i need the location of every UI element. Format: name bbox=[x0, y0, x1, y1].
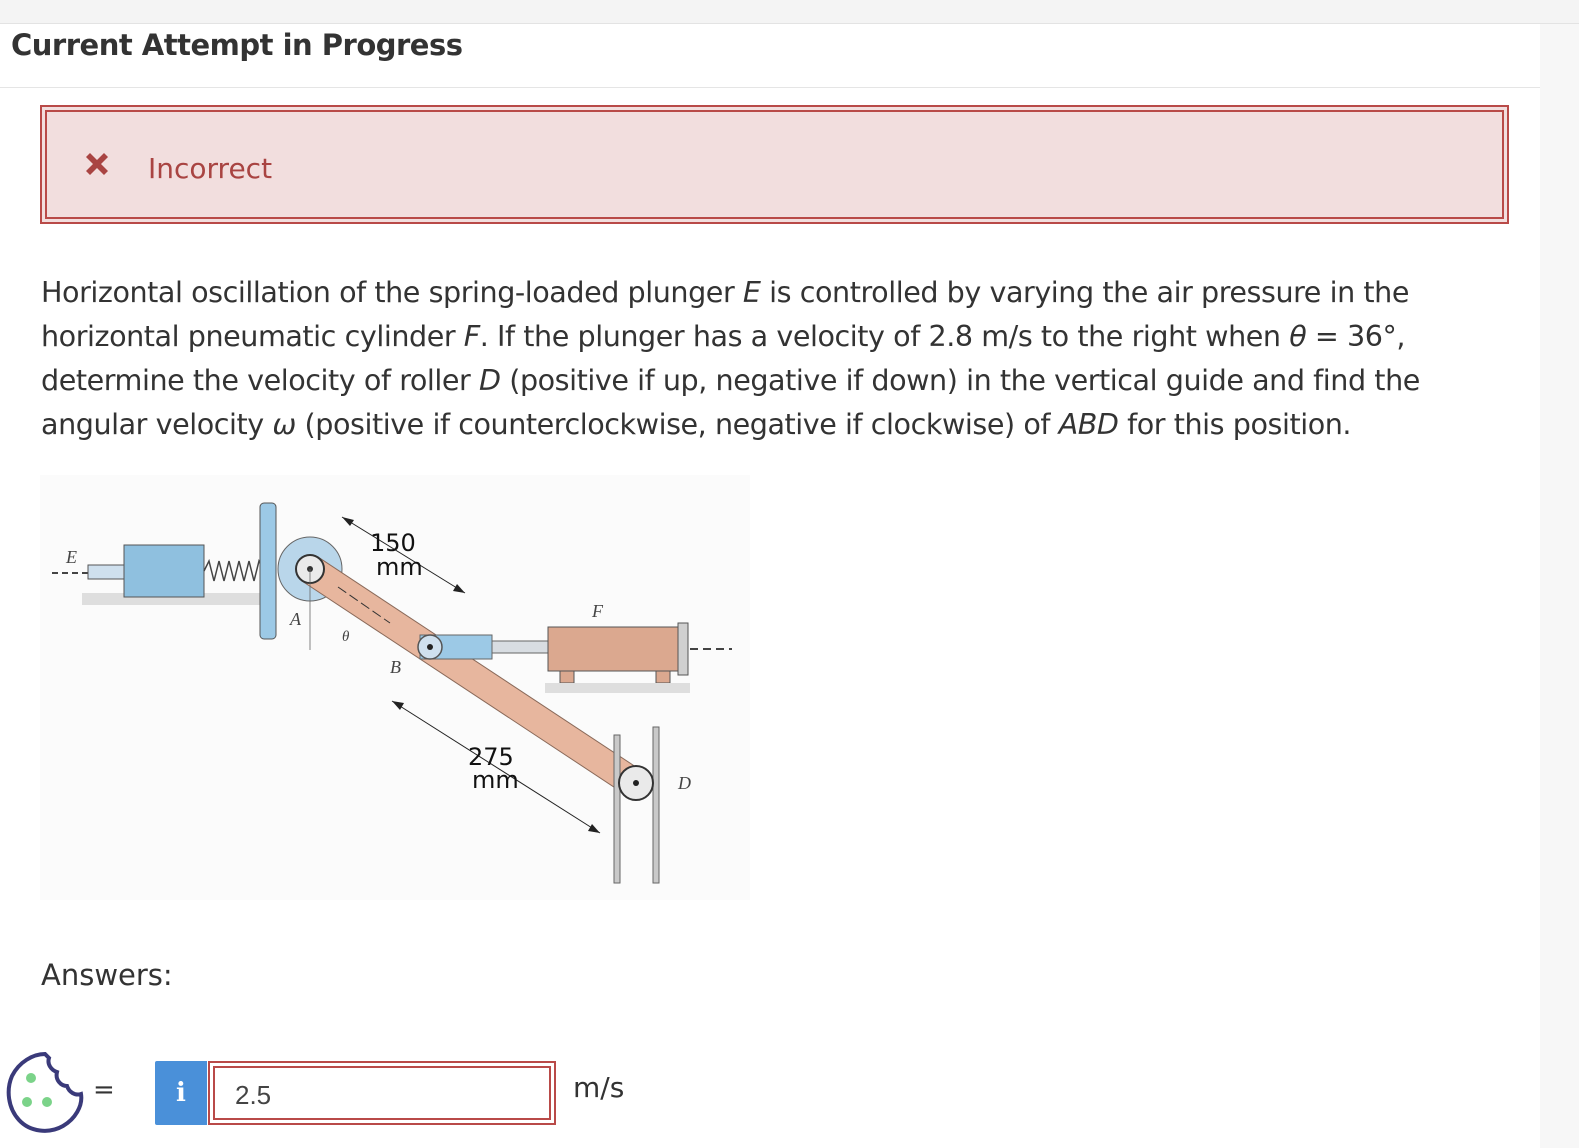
answer-unit: m/s bbox=[573, 1071, 625, 1104]
question-part: . If the plunger has a velocity of 2.8 m/s to the right when bbox=[479, 319, 1290, 353]
question-part: = 36°, determine the velocity of roller bbox=[41, 319, 1406, 397]
attempt-header bbox=[0, 24, 1540, 88]
symbol-E: E bbox=[742, 275, 761, 309]
cylinder-foot-left bbox=[560, 671, 574, 683]
dim2-unit: mm bbox=[472, 766, 519, 794]
cylinder-rod bbox=[492, 641, 550, 653]
cylinder-cap bbox=[678, 623, 688, 675]
label-A: A bbox=[290, 609, 301, 629]
symbol-D: D bbox=[479, 363, 501, 397]
label-D: D bbox=[678, 773, 691, 793]
question-part: is controlled by varying the air pressure in the horizontal pneumatic cylinder bbox=[41, 275, 1409, 353]
cookie-icon[interactable] bbox=[3, 1050, 87, 1134]
question-text bbox=[41, 270, 1521, 446]
question-part: (positive if up, negative if down) in the vertical guide and find the angular velocity bbox=[41, 363, 1420, 441]
plunger-body bbox=[124, 545, 204, 597]
dimension-arrow bbox=[588, 824, 600, 833]
symbol-theta: θ bbox=[1289, 319, 1307, 353]
cylinder-F bbox=[548, 627, 686, 671]
info-button[interactable]: i bbox=[155, 1061, 207, 1125]
roller-D-center bbox=[633, 780, 639, 786]
question-part: Horizontal oscillation of the spring-loaded plunger bbox=[41, 275, 743, 309]
answer-input[interactable]: 2.5 bbox=[213, 1066, 551, 1120]
label-theta: θ bbox=[342, 629, 350, 645]
mechanism-diagram bbox=[40, 475, 750, 900]
symbol-omega: ω bbox=[272, 407, 296, 441]
feedback-status: Incorrect bbox=[148, 152, 273, 185]
cylinder-base bbox=[545, 683, 690, 693]
label-B: B bbox=[390, 657, 401, 677]
right-edge bbox=[1540, 24, 1579, 1148]
question-part: for this position. bbox=[1118, 407, 1352, 441]
dimension-arrow bbox=[342, 517, 354, 526]
plunger-plate bbox=[260, 503, 276, 639]
x-icon bbox=[81, 148, 113, 180]
dim1-value: 150 bbox=[370, 529, 416, 557]
top-strip bbox=[0, 0, 1579, 24]
equals-sign: = bbox=[93, 1075, 115, 1105]
mechanism-figure bbox=[40, 475, 750, 900]
symbol-ABD: ABD bbox=[1058, 407, 1119, 441]
guide-left bbox=[614, 735, 620, 883]
plunger-rod bbox=[88, 565, 128, 579]
label-F: F bbox=[592, 601, 603, 621]
symbol-F: F bbox=[463, 319, 480, 353]
dimension-arrow bbox=[392, 701, 404, 710]
feedback-banner bbox=[40, 105, 1509, 224]
attempt-title: Current Attempt in Progress bbox=[11, 28, 463, 62]
pin-B bbox=[427, 644, 433, 650]
spring bbox=[204, 561, 264, 581]
dimension-arrow bbox=[453, 584, 465, 593]
dim1-unit: mm bbox=[376, 553, 423, 581]
guide-right bbox=[653, 727, 659, 883]
answer-field[interactable] bbox=[208, 1061, 556, 1125]
dim2-value: 275 bbox=[468, 743, 514, 771]
answers-label: Answers: bbox=[41, 958, 173, 992]
label-E: E bbox=[66, 547, 77, 567]
question-part: (positive if counterclockwise, negative if clockwise) of bbox=[295, 407, 1059, 441]
cylinder-foot-right bbox=[656, 671, 670, 683]
feedback-inner bbox=[45, 110, 1504, 219]
